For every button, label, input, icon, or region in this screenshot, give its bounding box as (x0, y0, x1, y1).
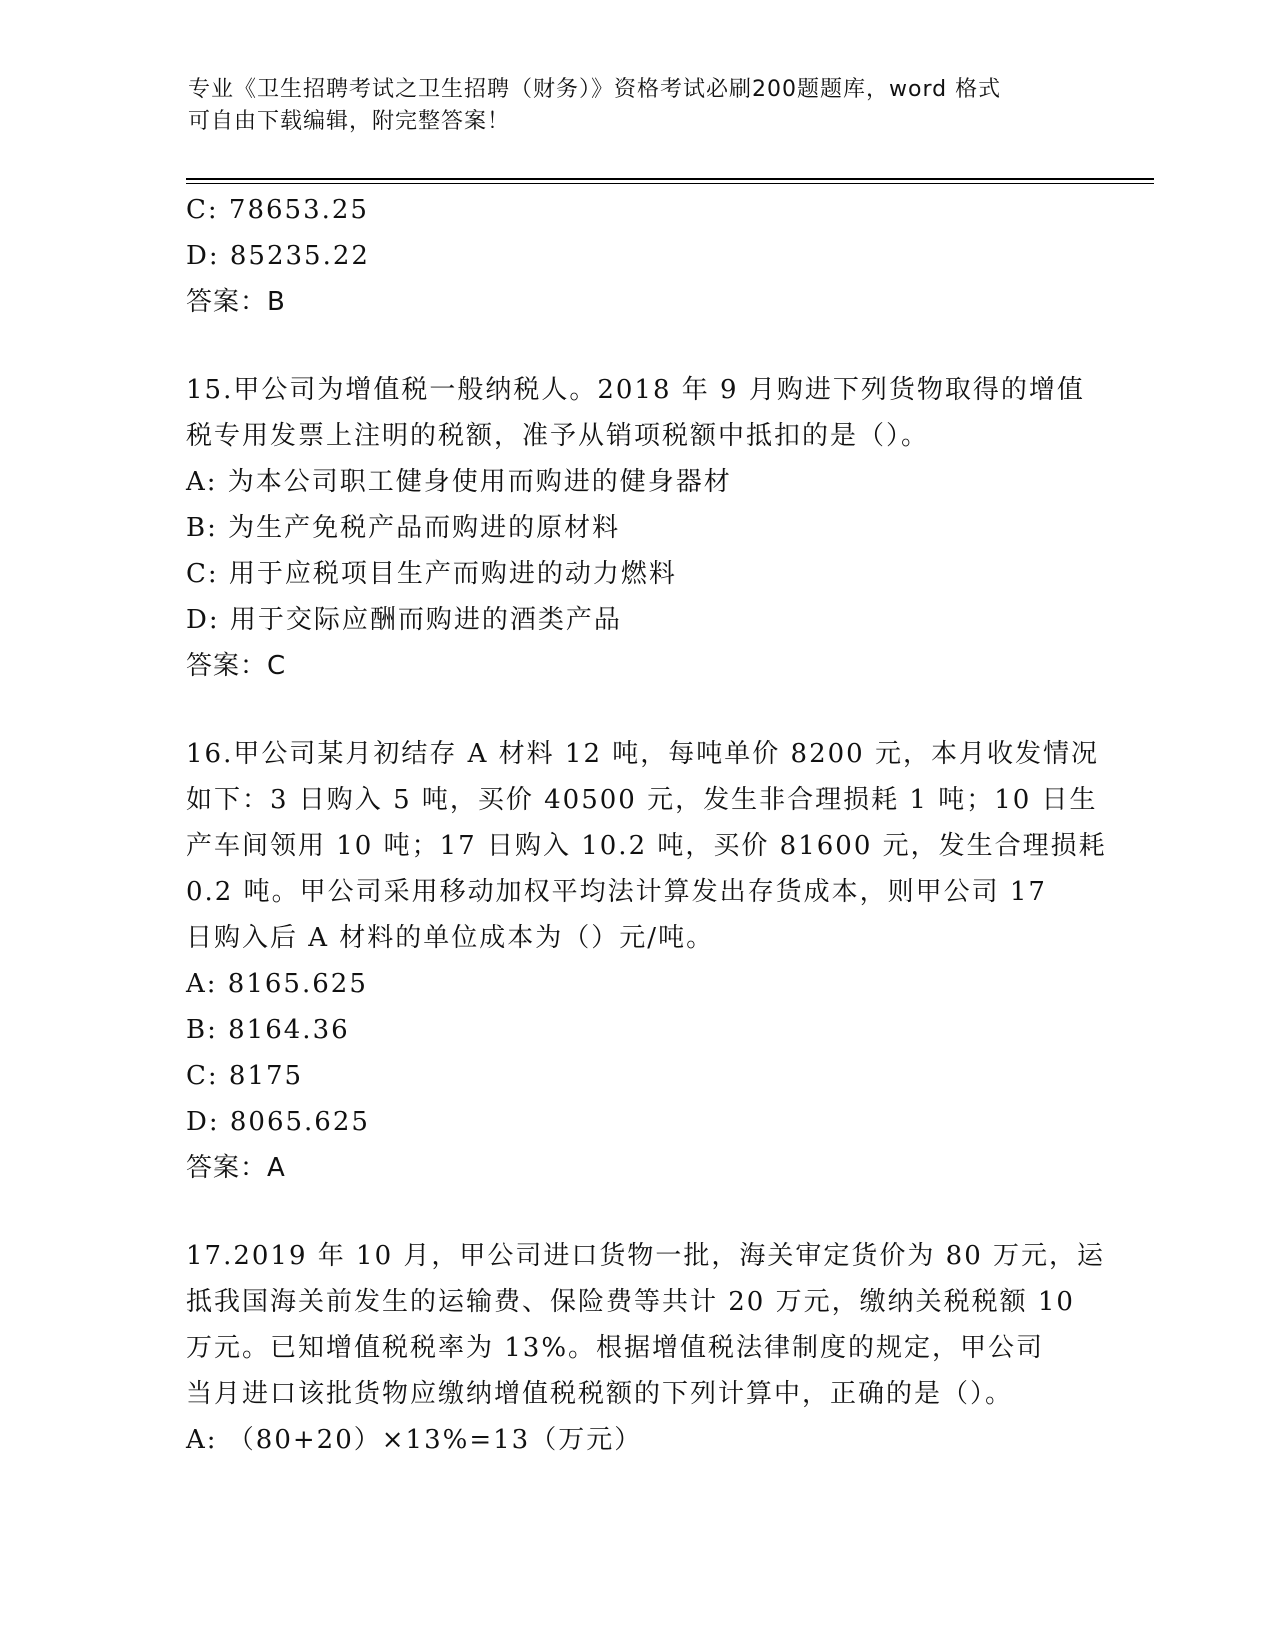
question-stem-line: 日购入后 A 材料的单位成本为（）元/吨。 (186, 923, 715, 953)
question-stem-line: 当月进口该批货物应缴纳增值税税额的下列计算中，正确的是（）。 (186, 1379, 1014, 1409)
header-rule-thick (186, 178, 1154, 180)
option-a: A: 为本公司职工健身使用而购进的健身器材 (186, 467, 732, 497)
question-stem-line: 产车间领用 10 吨；17 日购入 10.2 吨，买价 81600 元，发生合理损耗 (186, 831, 1107, 861)
question-14-tail (186, 187, 1086, 325)
option-d: D: 用于交际应酬而购进的酒类产品 (186, 605, 622, 635)
option-c: C: 用于应税项目生产而购进的动力燃料 (186, 559, 677, 589)
question-stem-line: 16.甲公司某月初结存 A 材料 12 吨，每吨单价 8200 元，本月收发情况 (186, 739, 1099, 769)
question-gap (186, 1191, 1086, 1233)
question-stem-line: 17.2019 年 10 月，甲公司进口货物一批，海关审定货价为 80 万元，运 (186, 1241, 1106, 1271)
header-title-line-1: 专业《卫生招聘考试之卫生招聘（财务）》资格考试必刷200题题库，word 格式 (188, 77, 1002, 102)
question-content (186, 187, 1107, 1463)
question-stem-line: 15.甲公司为增值税一般纳税人。2018 年 9 月购进下列货物取得的增值 (186, 375, 1085, 405)
option-d: D: 85235.22 (186, 241, 370, 271)
option-a: A: （80+20）×13%=13（万元） (186, 1425, 643, 1455)
option-a: A: 8165.625 (186, 969, 368, 999)
document-header (188, 74, 1068, 138)
header-rule-thin (186, 183, 1154, 184)
header-title-line-2: 可自由下载编辑，附完整答案！ (188, 109, 511, 134)
option-c: C: 78653.25 (186, 195, 369, 225)
answer: 答案：A (186, 1153, 286, 1183)
question-15 (186, 367, 1086, 689)
question-16 (186, 731, 1107, 1191)
option-c: C: 8175 (186, 1061, 304, 1091)
option-b: B: 为生产免税产品而购进的原材料 (186, 513, 621, 543)
option-b: B: 8164.36 (186, 1015, 350, 1045)
answer: 答案：B (186, 287, 286, 317)
question-stem-line: 如下：3 日购入 5 吨，买价 40500 元，发生非合理损耗 1 吨；10 日生 (186, 785, 1098, 815)
question-17 (186, 1233, 1106, 1463)
option-d: D: 8065.625 (186, 1107, 370, 1137)
answer: 答案：C (186, 651, 287, 681)
question-gap (186, 689, 1086, 731)
question-gap (186, 325, 1086, 367)
question-stem-line: 万元。已知增值税税率为 13%。根据增值税法律制度的规定，甲公司 (186, 1333, 1045, 1363)
question-stem-line: 税专用发票上注明的税额，准予从销项税额中抵扣的是（）。 (186, 421, 930, 451)
question-stem-line: 抵我国海关前发生的运输费、保险费等共计 20 万元，缴纳关税税额 10 (186, 1287, 1075, 1317)
question-stem-line: 0.2 吨。甲公司采用移动加权平均法计算发出存货成本，则甲公司 17 (186, 877, 1047, 907)
